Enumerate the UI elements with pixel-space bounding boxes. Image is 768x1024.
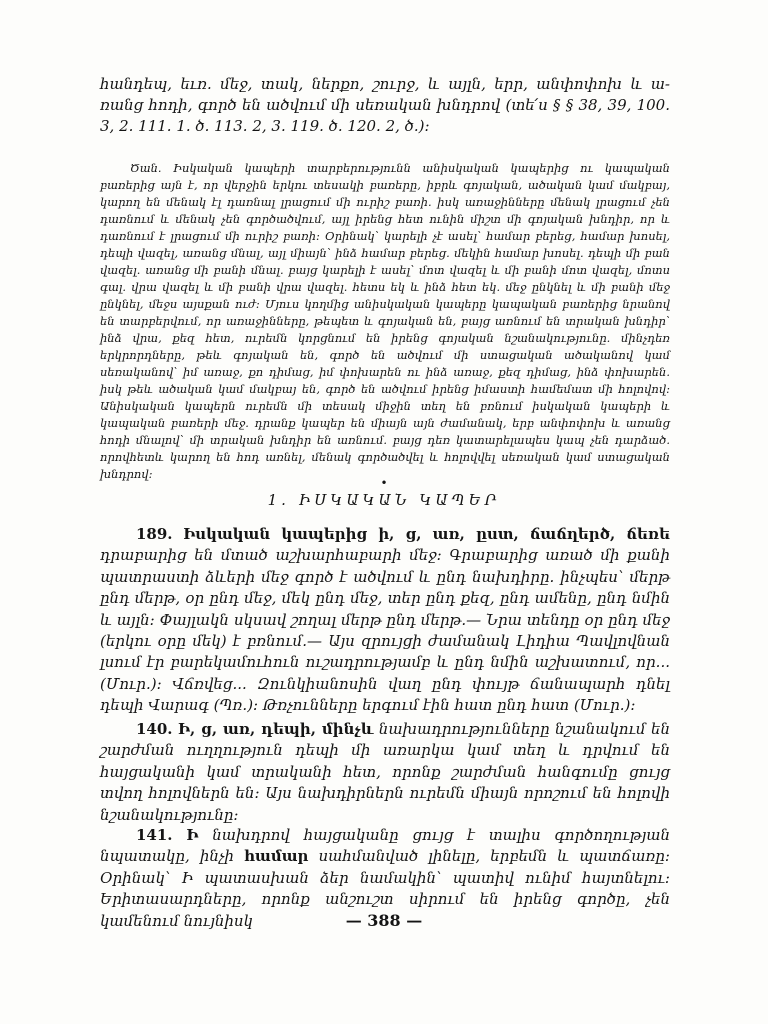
separator-dot: • [380, 476, 388, 490]
bold-term: համար [243, 847, 309, 866]
top-paragraph: հանդեպ, եւռ. մեջ, տակ, ներքո, շուրջ, և այլն, երր, անփոփոխ և ա-ռանց հոդի, գործ են ածվում մի սեռական խնդրով (տե՛ս § § 38, 39, 100. 3, 2. 111. 1. ծ. 113. 2, 3. 119. ծ. 120. 2, ծ.)։ [100, 75, 670, 135]
paragraph-text: նախդրով հայցականը ցույց է տալիս գործողության նպատակը, ինչի [100, 826, 670, 866]
note-paragraph: Ծան. Իսկական կապերի տարբերությունն անիսկական կապերից ու կապական բառերից այն է, որ վերջին երկու տեսակի բառերը, իբրև գոյական, ածական կամ մակբայ, կարող են մենակ էլ դառնալ լրացում մի ուրիշ բառի. իսկ առաջինները մենակ լրացում չեն դառնում և մենակ չեն գործածվում, այլ իրենց հետ ունին միշտ մի գոյական խնդիր, որ և դառնում է լրացում մի ուրիշ բառի։ Օրինակ՝ կարելի չէ ասել՝ համար բերեց, համար խոսել, դեպի վազել, առանց մնալ, այլ միայն՝ ինձ համար բերեց. մեկին համար խոսել. դեպի մի բան վազել. առանց մի բանի մնալ. բայց կարելի է ասել՝ մոտ վազել և մի բանի մոտ վազել, մոտս գալ. վրա վազել և մի բանի վրա վազել. հետս եկ և ինձ հետ եկ. մեջ ընկնել և մի բանի մեջ ընկնել, մեջս այսքան ուժ։ Մյուս կողմից անիսկական կապերը կապական բառերից նրանով են տարբերվում, որ առաջինները, թեպետ և գոյական են, բայց առնում են տրական խնդիր՝ ինձ վրա, քեզ հետ, ուրեմն կորցնում են իրենց գոյական նշանակությունը. մինչդեռ երկրորդները, թեև գոյական են, գործ են ածվում մի ստացական ածականով կամ սեռականով՝ իմ առաջ, քո դիմաց, իմ փոխարեն ու ինձ առաջ, քեզ դիմաց, ինձ փոխարեն. իսկ թեև ածական կամ մակբայ են, գործ են ածվում իրենց իմաստի համեմատ մի հոլովով։ Անիսկական կապերն ուրեմն մի տեսակ միջին տեղ են բռնում իսկական կապերի և կապական բառերի մեջ. դրանք կապեր են միայն այն ժամանակ, երբ անփոփոխ և առանց հոդի մնալով՝ մի տրական խնդիր են առնում. բայց դեռ կատարելապես կապ չեն դարձած. որովհետև կարող են հոդ առնել, մենակ գործածվել և հոլովվել սեռական կամ ստացական խնդրով։ [100, 161, 670, 481]
bold-term: Իսկական կապերից ի, ց, առ, ըստ, ճաճղերծ, ճեռե [183, 525, 670, 543]
bold-term: Ի [186, 826, 199, 844]
page-number: — 388 — [345, 911, 423, 930]
paragraph-text: նախադրությունները նշանակում են շարժման ուղղություն դեպի մի առարկա կամ տեղ և դրվում են հայցականի կամ տրականի հետ, որոնք շարժման հանգումը ցույց տվող հոլովներն են։ Այս նախդիրներն ուրեմն միայն որոշում են հոլովի նշանակությունը։ [100, 720, 670, 824]
paragraph-text: սահմանված լինելը, երբեմն և պատճառը։ Օրինակ՝ Ի պատասխան ձեր նամակին՝ պատիվ ունիմ հայտնելու։ Երիտասարդները, որոնք անշուշտ սիրում են իրենց գործը, չեն կամենում նույնիսկ [100, 847, 670, 930]
paragraph-140 [100, 719, 670, 826]
paragraph-text: դրաբարից են մտած աշխարհաբարի մեջ։ Գրաբարից առած մի քանի պատրաստի ձևերի մեջ գործ է ածվում և ընդ նախդիրը. ինչպես՝ մերթ ընդ մերթ, օր ընդ մեջ, մեկ ընդ մեջ, տեր ընդ քեզ, ընդ ամենը, ընդ նմին և այլն։ Փայլակն սկսավ շողալ մերթ ընդ մերթ.— Նրա տենդը օր ընդ մեջ (երկու օրը մեկ) է բռնում.— Այս զրույցի ժամանակ Լիդիա Պավլովնան լսում էր բարեկամուհուն ուշադրությամբ և ընդ նմին աշխատում, որ... (Մուր.)։ Վճռվեց... Զունկիանոսին վաղ ընդ փույթ ճանապարհ դնել դեպի Վարագ (Պռ.)։ Թռչունները երգում էին հատ ընդ հատ (Մուր.)։ [100, 546, 670, 715]
paragraph-number: 141. [136, 826, 173, 844]
paragraph-189 [100, 524, 670, 717]
paragraph-number: 189. [136, 525, 173, 543]
section-heading: 1. ԻՍԿԱԿԱՆ ԿԱՊԵՐ [267, 491, 501, 509]
paragraph-number: 140. [136, 720, 173, 738]
bold-term: Ի, ց, առ, դեպի, մինչև [178, 720, 374, 738]
